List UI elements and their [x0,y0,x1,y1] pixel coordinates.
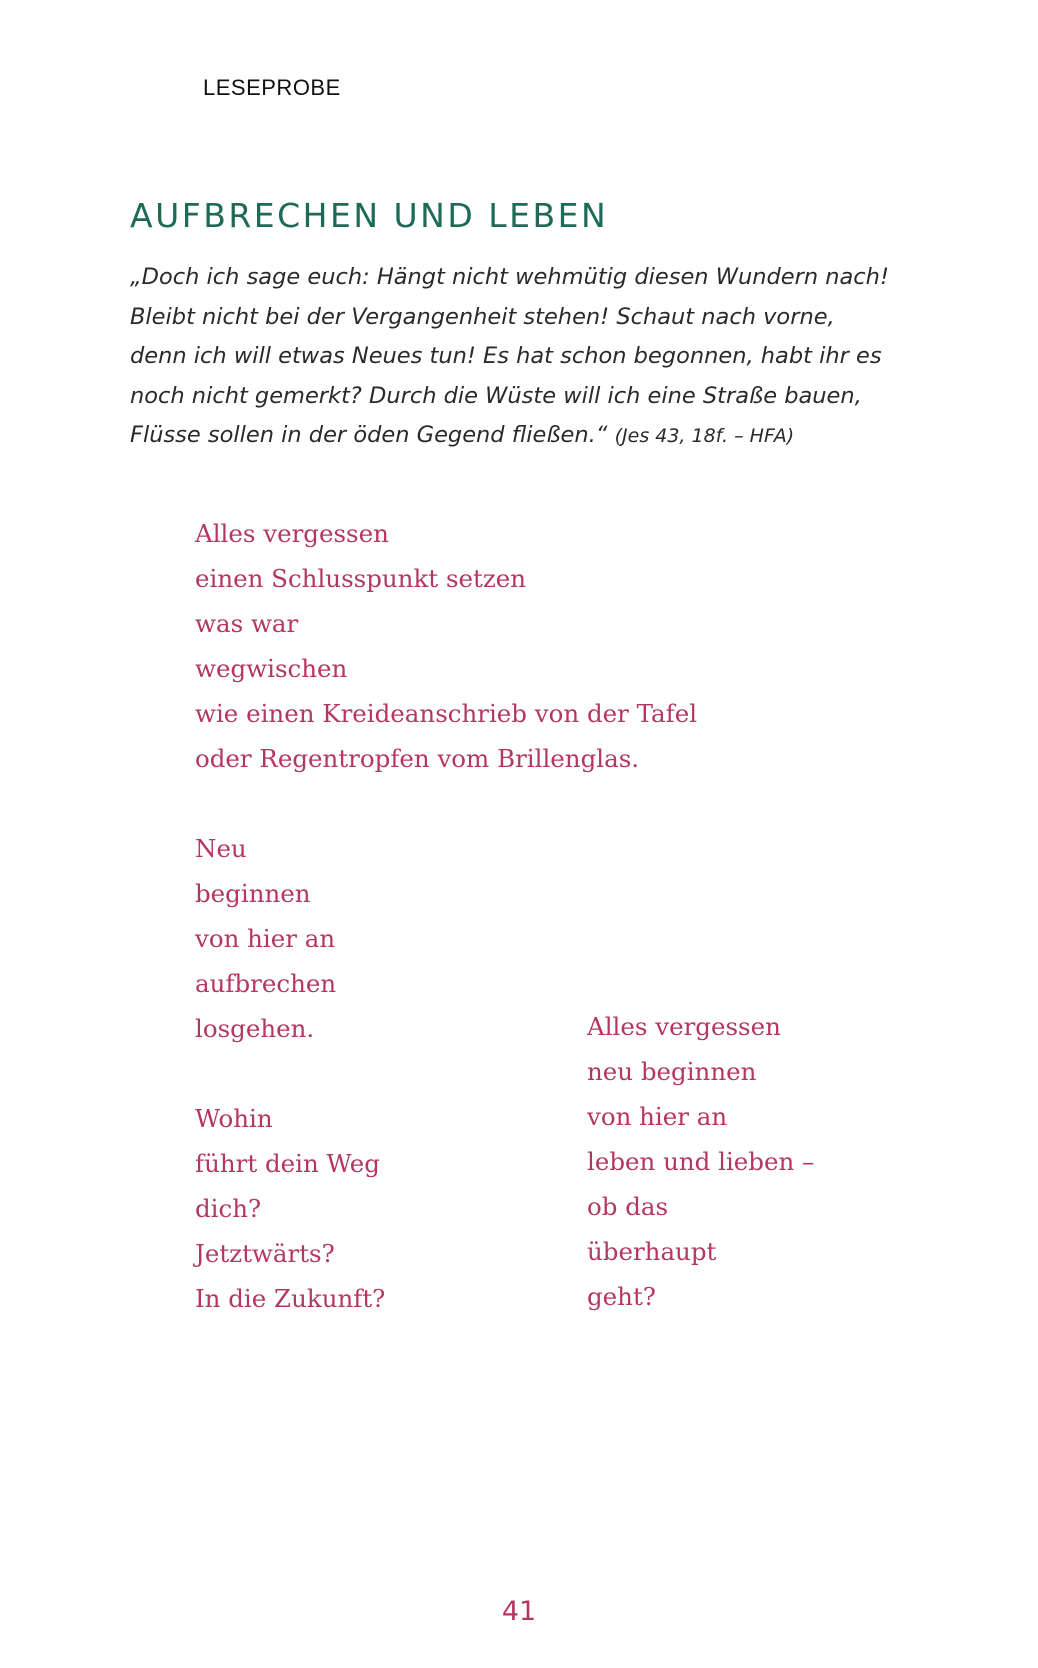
quote-line: Bleibt nicht bei der Vergangenheit stehen! Schaut nach vorne, [130,303,835,330]
poem-line: losgehen. [195,1014,315,1043]
poem-stanza-4 [587,1004,814,1319]
poem-line: was war [195,609,299,638]
quote-line: Flüsse sollen in der öden Gegend fließen.“ [130,422,608,448]
bible-quote [130,258,950,457]
poem-line: ob das [587,1192,669,1221]
poem-line: beginnen [195,879,311,908]
poem-line: einen Schlusspunkt setzen [195,564,527,593]
poem-line: geht? [587,1282,656,1311]
poem-line: aufbrechen [195,969,337,998]
poem-line: wegwischen [195,654,348,683]
poem-stanza-2 [195,826,336,1051]
quote-line: „Doch ich sage euch: Hängt nicht wehmütig diesen Wundern nach! [130,264,889,290]
chapter-title: AUFBRECHEN UND LEBEN [130,196,609,235]
poem-line: Alles vergessen [587,1012,781,1041]
poem-line: Neu [195,834,247,863]
poem-line: von hier an [195,924,336,953]
poem-line: dich? [195,1194,262,1223]
poem-line: überhaupt [587,1237,717,1266]
poem-line: neu beginnen [587,1057,757,1086]
quote-line: denn ich will etwas Neues tun! Es hat schon begonnen, habt ihr es [130,343,882,369]
poem-line: führt dein Weg [195,1149,380,1178]
page-header-label: LESEPROBE [203,75,341,100]
quote-line: noch nicht gemerkt? Durch die Wüste will ich eine Straße bauen, [130,382,862,409]
poem-line: Wohin [195,1104,273,1133]
poem-line: Alles vergessen [195,519,389,548]
poem-line: In die Zukunft? [195,1284,386,1313]
page-number: 41 [501,1596,537,1627]
poem-line: leben und lieben – [587,1147,815,1176]
poem-stanza-1 [195,511,697,781]
poem-line: von hier an [587,1102,728,1131]
poem-line: oder Regentropfen vom Brillenglas. [195,744,640,773]
quote-line-last [130,416,950,457]
quote-reference: (Jes 43, 18f. – HFA) [614,425,795,447]
poem-line: Jetztwärts? [195,1239,335,1268]
poem-line: wie einen Kreideanschrieb von der Tafel [195,699,698,728]
poem-stanza-3 [195,1096,385,1321]
